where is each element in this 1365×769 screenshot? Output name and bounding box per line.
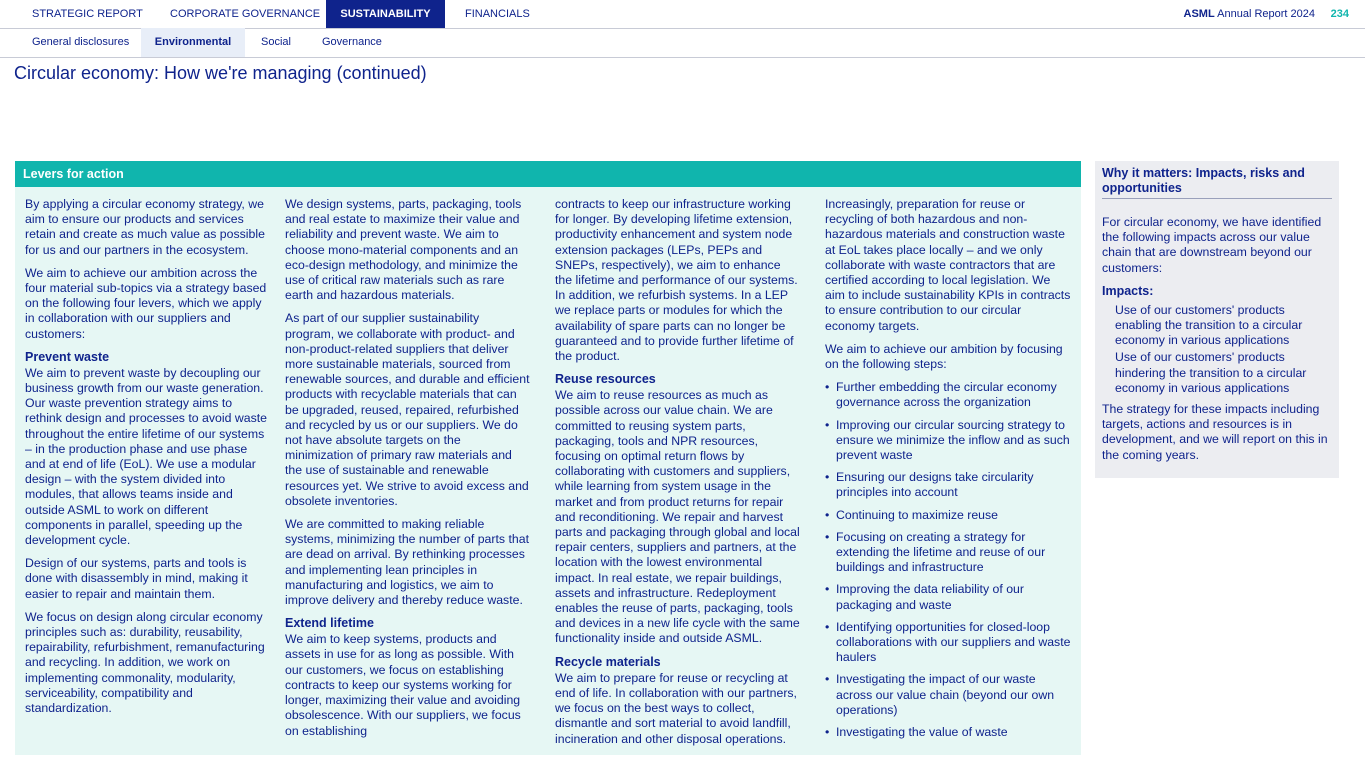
levers-column-2 [285,197,531,747]
paragraph: We aim to keep systems, products and assets in use for as long as possible. With our customers, we focus on establishing contracts to keep our systems working for longer, maximizing their value and avoiding obsolescence. With our suppliers, we focus on establishing [285,632,521,738]
heading-reuse-resources: Reuse resources [555,372,656,387]
levers-heading: Levers for action [15,161,1081,187]
list-item: • Focusing on creating a strategy for extending the lifetime and reuse of our buildings and infrastructure [825,530,1071,576]
subtab-governance[interactable]: Governance [322,36,382,48]
steps-list [825,380,1071,740]
list-item: • Investigating the value of waste [825,725,1071,740]
tab-sustainability[interactable]: SUSTAINABILITY [326,0,445,28]
impacts-list [1102,303,1332,396]
list-item: • Improving the data reliability of our packaging and waste [825,582,1071,612]
heading-recycle-materials: Recycle materials [555,654,661,669]
list-item: • Investigating the impact of our waste across our value chain (beyond our own operations) [825,672,1071,718]
list-item: • Further embedding the circular economy governance across the organization [825,380,1071,410]
heading-prevent-waste: Prevent waste [25,349,110,364]
why-it-matters-heading: Why it matters: Impacts, risks and opportunities [1102,161,1332,199]
impacts-heading: Impacts: [1102,283,1154,298]
paragraph: Design of our systems, parts and tools is done with disassembly in mind, making it easier to repair and maintain them. [25,556,248,601]
tab-corporate-governance[interactable]: CORPORATE GOVERNANCE [170,8,321,20]
report-name: Annual Report 2024 [1217,8,1315,20]
why-it-matters-body [1095,199,1339,463]
levers-column-1 [25,197,271,724]
list-item: Use of our customers' products enabling the transition to a circular economy in various applications [1115,302,1303,348]
paragraph: For circular economy, we have identified the following impacts across our value chain that are downstream beyond our customers: [1102,215,1322,275]
list-item: • Ensuring our designs take circularity principles into account [825,470,1071,500]
levers-panel [15,161,1081,755]
paragraph: Increasingly, preparation for reuse or recycling of both hazardous and non-hazardous materials and construction waste at EoL takes place locally – and we only collaborate with waste contractors that are certified according to local legislation. We aim to include sustainability KPIs in contracts to ensure contribution to our circular economy targets. [825,197,1071,333]
paragraph: We aim to reuse resources as much as possible across our value chain. We are committed to reusing system parts, packaging, tools and NPR resources, focusing on optimal return flows by collaborating with customers and suppliers, while learning from system usage in the market and from product returns for repair and reconditioning. We repair and harvest parts and packaging through global and local repair centers, suppliers and partners, at the location with the lowest environmental impact. In real estate, we repair buildings, assets and infrastructure. Redeployment enables the reuse of parts, packaging, tools and devices in a new life cycle with the same functionality inside and outside ASML. [555,388,800,646]
paragraph: We focus on design along circular economy principles such as: durability, reusability, repairability, refurbishment, remanufacturing and recycling. In addition, we work on implementing commonality, modularity, serviceability, compatibility and standardization. [25,609,265,716]
list-item: • Continuing to maximize reuse [825,508,1071,523]
page-number: 234 [1330,8,1349,20]
subtab-social[interactable]: Social [261,36,291,48]
paragraph: As part of our supplier sustainability program, we collaborate with product- and non-product-related suppliers that deliver more sustainable materials, sourced from renewable sources, and durable and efficient products with recyclable materials that can be upgraded, reused, repaired, refurbished and recycled by us or our suppliers. We do not have absolute targets on the minimization of primary raw materials and the use of sustainable and renewable resources yet. We strive to avoid excess and obsolete inventories. [285,311,530,508]
why-it-matters-panel [1095,161,1339,478]
page-title: Circular economy: How we're managing (continued) [14,63,427,83]
sub-navigation [0,28,1365,58]
heading-extend-lifetime: Extend lifetime [285,616,374,631]
paragraph: We aim to achieve our ambition across the four material sub-topics via a strategy based on the following four levers, which we apply in collaboration with our suppliers and customers: [25,265,267,341]
paragraph: We aim to achieve our ambition by focusing on the following steps: [825,341,1063,372]
tab-financials[interactable]: FINANCIALS [465,8,530,20]
paragraph: We design systems, parts, packaging, tools and real estate to maximize their value and reliability and prevent waste. We aim to choose mono-material components and an eco-design methodology, and minimize the use of critical raw materials such as rare earth and hazardous materials. [285,197,522,303]
paragraph: By applying a circular economy strategy, we aim to ensure our products and services retain and create as much value as possible for us and our partners in the ecosystem. [25,197,265,257]
paragraph: We aim to prevent waste by decoupling our business growth from our waste generation. Our waste prevention strategy aims to rethink design and processes to avoid waste throughout the entire lifetime of our systems – in the production phase and use phase and at end of life (EoL). We use a modular design – with the system divided into modules, that allows teams inside and outside ASML to work on different components in parallel, speeding up the development cycle. [25,365,267,548]
subtab-environmental[interactable]: Environmental [141,28,245,57]
list-item: Use of our customers' products hindering the transition to a circular economy in various applications [1115,350,1307,395]
tab-strategic-report[interactable]: STRATEGIC REPORT [32,8,143,20]
paragraph: We are committed to making reliable systems, minimizing the number of parts that are dead on arrival. By rethinking processes and implementing lean principles in manufacturing and logistics, we aim to improve delivery and thereby reduce waste. [285,517,529,608]
paragraph: The strategy for these impacts including targets, actions and resources is in development, and we will report on this in the coming years. [1102,402,1328,462]
paragraph: contracts to keep our infrastructure working for longer. By developing lifetime extension, productivity enhancement and system node extension packages (LEPs, PEPs and SNEPs, respectively), we aim to enhance the lifetime and performance of our systems. In addition, we refurbish systems. In a LEP we replace parts or modules for which the availability of spare parts can no longer be guaranteed and to provide further lifetime of the product. [555,197,798,364]
brand-name: ASML [1183,8,1215,20]
subtab-general-disclosures[interactable]: General disclosures [32,36,130,48]
levers-column-4 [825,197,1071,747]
paragraph: We aim to prepare for reuse or recycling at end of life. In collaboration with our partners, we focus on the best ways to collect, dismantle and sort material to avoid landfill, incineration and other disposal operations. [555,670,797,746]
levers-column-3 [555,197,801,755]
list-item: • Improving our circular sourcing strategy to ensure we minimize the inflow and as such prevent waste [825,418,1071,464]
top-navigation [0,0,1365,29]
list-item: • Identifying opportunities for closed-loop collaborations with our suppliers and waste haulers [825,620,1071,666]
report-brand [1184,0,1315,29]
